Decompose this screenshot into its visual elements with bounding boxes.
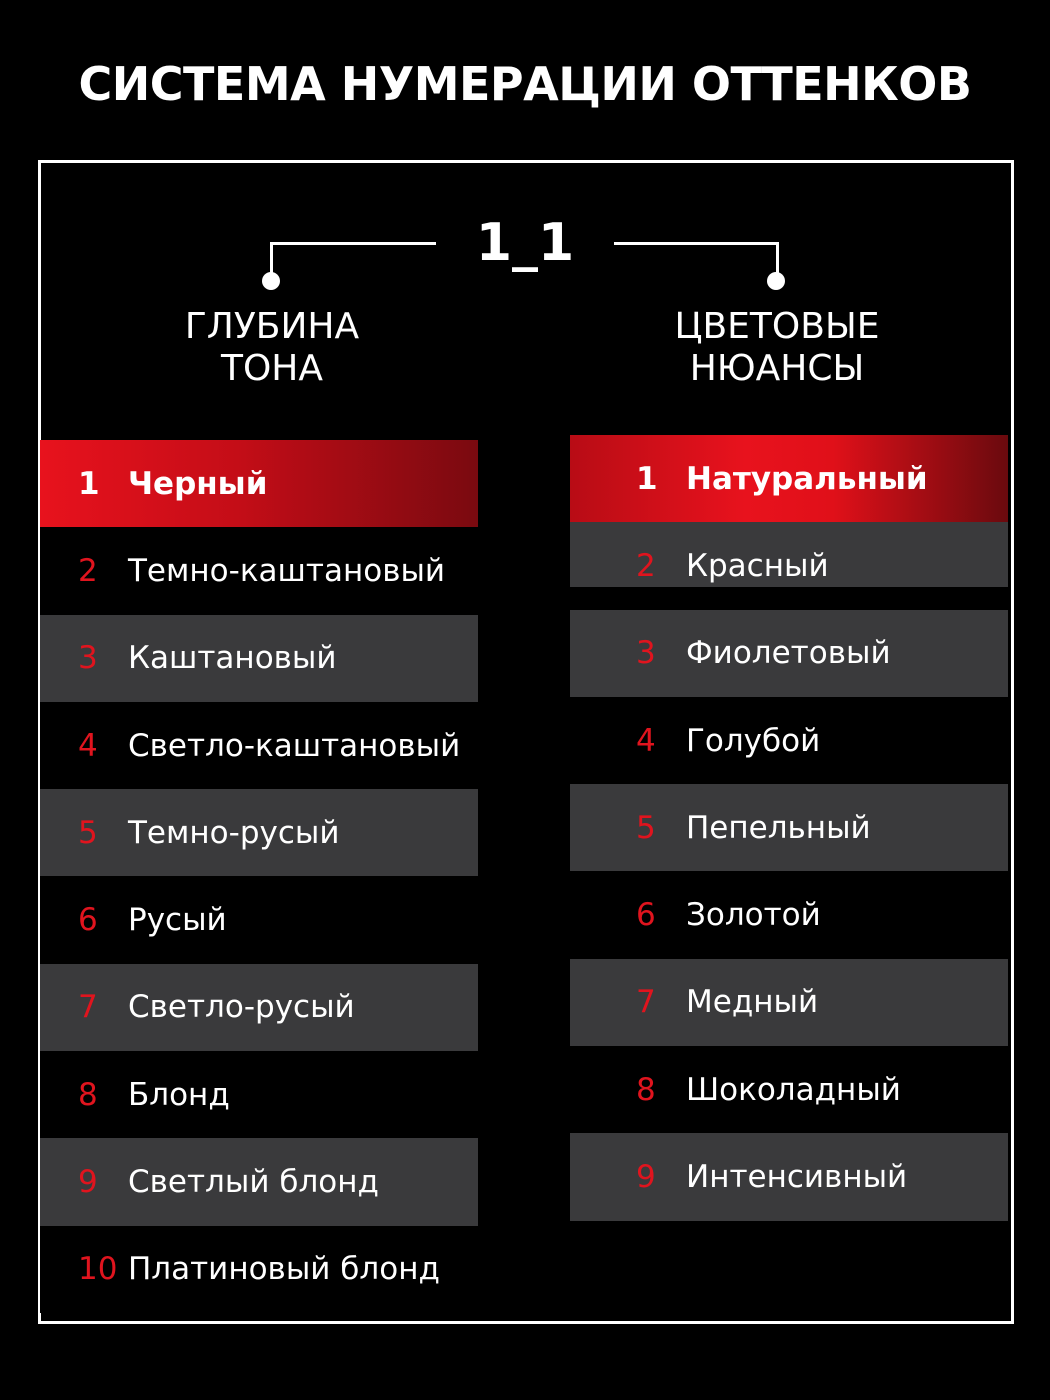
nuance-row-9 xyxy=(570,1133,1008,1220)
nuance-label: Золотой xyxy=(686,897,821,934)
tone-number: 9 xyxy=(78,1164,98,1201)
left-connector-line xyxy=(270,242,436,275)
nuance-number: 2 xyxy=(636,547,656,584)
color-nuances-heading-line1: ЦВЕТОВЫЕ xyxy=(674,306,880,347)
tone-row-4 xyxy=(40,702,478,789)
tone-row-6 xyxy=(40,876,478,963)
tone-row-5 xyxy=(40,789,478,876)
tone-number: 2 xyxy=(78,552,98,589)
tone-label: Темно-русый xyxy=(128,814,340,851)
tone-depth-heading-line1: ГЛУБИНА xyxy=(184,306,360,347)
tone-label: Черный xyxy=(128,465,268,502)
tone-depth-heading xyxy=(112,306,432,390)
tone-number: 4 xyxy=(78,727,98,764)
tone-number: 8 xyxy=(78,1076,98,1113)
nuance-row-2 xyxy=(570,522,1008,609)
nuance-label: Шоколадный xyxy=(686,1071,901,1108)
tone-row-9 xyxy=(40,1138,478,1225)
tone-row-10 xyxy=(40,1226,478,1313)
tone-number: 3 xyxy=(78,640,98,677)
tone-label: Светло-каштановый xyxy=(128,727,461,764)
tone-label: Русый xyxy=(128,902,227,939)
page-title: СИСТЕМА НУМЕРАЦИИ ОТТЕНКОВ xyxy=(78,57,972,111)
tone-row-1 xyxy=(40,440,478,527)
tone-row-8 xyxy=(40,1051,478,1138)
right-connector-line xyxy=(614,242,779,275)
tone-depth-list xyxy=(40,440,478,1313)
nuance-row-4 xyxy=(570,697,1008,784)
nuance-label: Пепельный xyxy=(686,809,871,846)
right-connector-dot xyxy=(767,272,785,290)
tone-depth-heading-line2: ТОНА xyxy=(220,348,324,389)
nuance-number: 1 xyxy=(636,460,658,497)
nuance-label: Натуральный xyxy=(686,460,928,497)
color-nuances-list xyxy=(570,435,1008,1221)
nuance-row-8 xyxy=(570,1046,1008,1133)
color-nuances-heading xyxy=(617,306,937,390)
tone-row-3 xyxy=(40,615,478,702)
nuance-number: 9 xyxy=(636,1159,656,1196)
shade-code: 1_1 xyxy=(475,213,575,273)
nuance-label: Голубой xyxy=(686,722,821,759)
tone-label: Светлый блонд xyxy=(128,1164,379,1201)
nuance-number: 8 xyxy=(636,1071,656,1108)
tone-number: 7 xyxy=(78,989,98,1026)
nuance-row-5 xyxy=(570,784,1008,871)
tone-label: Каштановый xyxy=(128,640,337,677)
nuance-row-6 xyxy=(570,871,1008,958)
nuance-number: 3 xyxy=(636,635,656,672)
nuance-label: Медный xyxy=(686,984,819,1021)
tone-number: 5 xyxy=(78,814,98,851)
tone-number: 10 xyxy=(78,1251,118,1288)
nuance-number: 5 xyxy=(636,809,656,846)
tone-label: Темно-каштановый xyxy=(128,552,446,589)
color-nuances-heading-line2: НЮАНСЫ xyxy=(689,348,865,389)
nuance-number: 7 xyxy=(636,984,656,1021)
tone-row-7 xyxy=(40,964,478,1051)
nuance-number: 4 xyxy=(636,722,656,759)
nuance-row-3 xyxy=(570,610,1008,697)
nuance-row-7 xyxy=(570,959,1008,1046)
nuance-label: Красный xyxy=(686,547,829,584)
nuance-number: 6 xyxy=(636,897,656,934)
left-connector-dot xyxy=(262,272,280,290)
tone-label: Платиновый блонд xyxy=(128,1251,440,1288)
tone-label: Светло-русый xyxy=(128,989,355,1026)
tone-number: 6 xyxy=(78,902,98,939)
nuance-row-1 xyxy=(570,435,1008,522)
nuance-label: Фиолетовый xyxy=(686,635,891,672)
tone-row-2 xyxy=(40,527,478,614)
tone-number: 1 xyxy=(78,465,100,502)
nuance-label: Интенсивный xyxy=(686,1159,908,1196)
tone-label: Блонд xyxy=(128,1076,230,1113)
